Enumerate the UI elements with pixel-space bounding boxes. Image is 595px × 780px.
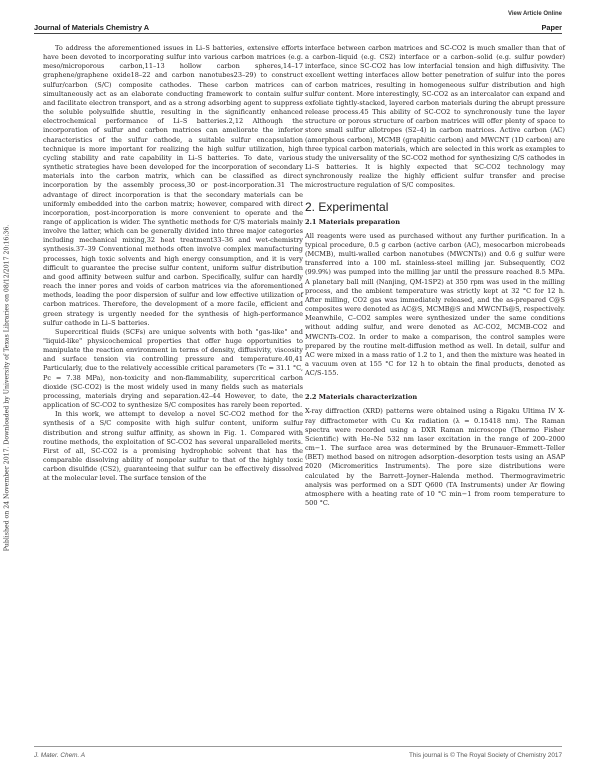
subsection-heading: 2.1 Materials preparation [305,217,400,226]
paragraph: In this work, we attempt to develop a novel SC-CO2 method for the synthesis of a S/C composite with high sulfur content, uniform sulfur distribution and strong sulfur affinity, as shown in Fig. 1. Compared with routine methods, the exploitation of SC-CO2 has several unparalleled merits. First of all, SC-CO2 is a promising hydrophobic solvent that has the comparable dissolving ability of nonpolar sulfur to that of the highly toxic carbon disulfide (CS2), guaranteeing that sulfur can be effectively dissolved at the molecular level. The surface tension of the [43,410,303,483]
right-column [305,44,565,508]
paragraph: To address the aforementioned issues in Li–S batteries, extensive efforts have been devoted to incorporating sulfur into various carbon matrices (e.g. meso/microporous carbon,11–13 hollow carbon spheres,14–17 graphene/graphene oxide18–22 and carbon nanotubes23–29) to construct sulfur/carbon (S/C) composite cathodes. These carbon matrices can simultaneously act as an elaborate conducting framework to contain sulfur and facilitate electron transport, and as a strong adsorbing agent to suppress the soluble polysulfide shuttle, resulting in the significantly enhanced electrochemical performance of Li–S batteries.2,12 Although the incorporation of sulfur and carbon matrices can ameliorate the inferior characteristics of the sulfur cathode, a suitable sulfur encapsulation technique is more important for realizing the high sulfur utilization, high cycling stability and rate capability in Li–S batteries. To date, various synthetic strategies have been developed for the incorporation of secondary materials into the carbon matrix, which can be classified as direct incorporation by the assembly process,30 or post-incorporation.31 The advantage of direct incorporation is that the secondary materials can be uniformly embedded into the carbon matrix; however, compared with direct incorporation, post-incorporation is more convenient to operate and the range of application is wider. The synthetic methods for C/S materials mainly involve the latter, which can be generally divided into three major categories including mechanical mixing,32 heat treatment33–36 and wet-chemistry synthesis.37–39 Conventional methods often involve complex manufacturing processes, high toxic solvents and high energy consumption, and it is very difficult to guarantee the precise sulfur content, uniform sulfur distribution and good affinity between sulfur and carbon. Specifically, sulfur can hardly reach the inner pores and voids of carbon matrices via the aforementioned methods, leading the poor dispersion of sulfur and low effective utilization of carbon matrices. Therefore, the development of a more facile, efficient and green strategy is urgently needed for the synthesis of high-performance sulfur cathode in Li–S batteries. [43,44,303,327]
view-article-online-link[interactable]: View Article Online [507,11,562,17]
paragraph: All reagents were used as purchased without any further purification. In a typical procedure, 0.5 g carbon (active carbon (AC), mesocarbon microbeads (MCMB), multi-walled carbon nanotubes (MWCNTs)) and 0.6 g sulfur were transferred into a 100 mL stainless-steel milling jar. Subsequently, CO2 (99.9%) was pumped into the milling jar until the pressure reached 8.5 MPa. A planetary ball mill (Nanjing, QM-1SP2) at 350 rpm was used in the milling process, and the ambient temperature was strictly kept at 32 °C for 12 h. After milling, CO2 gas was immediately released, and the as-prepared C@S composites were denoted as AC@S, MCMB@S and MWCNTs@S, respectively. Meanwhile, C–CO2 samples were synthesized under the same conditions without adding sulfur, and were denoted as AC-CO2, MCMB-CO2 and MWCNTs-CO2. In order to make a comparison, the control samples were prepared by the routine melt-diffusion method as well. In detail, sulfur and AC were mixed in a mass ratio of 1.2 to 1, and then the mixture was heated in a vacuum oven at 155 °C for 12 h to obtain the final products, denoted as AC/S-155. [305,231,565,378]
sidebar-text: Published on 24 November 2017. Downloaded by University of Texas Libraries on 08/12/2017 20:16:36. [3,224,11,552]
paragraph: Supercritical fluids (SCFs) are unique solvents with both "gas-like" and "liquid-like" physicochemical properties that offer huge opportunities to manipulate the reaction environment in terms of density, diffusivity, viscosity and surface tension via controlling pressure and temperature.40,41 Particularly, due to the relatively accessible critical parameters (Tc = 31.1 °C, Pc = 7.38 MPa), non-toxicity and non-flammability, supercritical carbon dioxide (SC-CO2) is the most widely used in many fields such as materials processing, materials drying and separation.42–44 However, to date, the application of SC-CO2 to synthesize S/C composites has rarely been reported. [43,327,303,410]
journal-title: Journal of Materials Chemistry A [34,23,150,32]
footer-rule [34,746,562,747]
section-heading: 2. Experimental [305,199,389,214]
left-column [43,44,303,484]
footer-copyright: This journal is © The Royal Society of Chemistry 2017 [408,752,562,759]
header-rule [34,33,562,34]
footer-journal: J. Mater. Chem. A [34,752,86,759]
paragraph: X-ray diffraction (XRD) patterns were obtained using a Rigaku Ultima IV X-ray diffractometer with Cu Kα radiation (λ = 0.15418 nm). The Raman spectra were recorded using a DXR Raman microscope (Thermo Fisher Scientific) with He–Ne 532 nm laser excitation in the range of 200–2000 cm−1. The surface area was determined by the Brunauer–Emmett–Teller (BET) method based on nitrogen adsorption–desorption tests using an ASAP 2020 (Micromeritics Instruments). The pore size distributions were calculated by the Barrett–Joyner–Halenda method. Thermogravimetric analysis was performed on a SDT Q600 (TA Instruments) under Ar flowing atmosphere with a heating rate of 10 °C min−1 from room temperature to 500 °C. [305,407,565,508]
subsection-heading: 2.2 Materials characterization [305,393,418,402]
paragraph: interface between carbon matrices and SC-CO2 is much smaller than that of a carbon–liquid (e.g. CS2) interface or a carbon–solid (e.g. sulfur powder) interface, since SC-CO2 has low interfacial tension and high diffusivity. The excellent wetting interfaces allow better penetration of sulfur into the pores of carbon matrices, resulting in homogeneous sulfur distribution and high sulfur content. More interestingly, SC-CO2 as an intercalator can expand and exfoliate tightly-stacked, layered carbon materials during the abrupt pressure release process.45 This ability of SC-CO2 to synchronously tune the layer structure or porous structure of carbon matrices will offer plenty of space to store small sulfur allotropes (S2–4) in carbon matrices. Active carbon (AC) (amorphous carbon), MCMB (graphitic carbon) and MWCNT (1D carbon) are three typical carbon materials, which are selected in this work as examples to study the universality of the SC-CO2 method for synthesizing C/S cathodes in Li–S batteries. It is highly expected that SC-CO2 technology may synchronously realize the highly efficient sulfur transfer and precise microstructure regulation of S/C composites. [305,44,565,190]
article-type: Paper [541,23,562,32]
